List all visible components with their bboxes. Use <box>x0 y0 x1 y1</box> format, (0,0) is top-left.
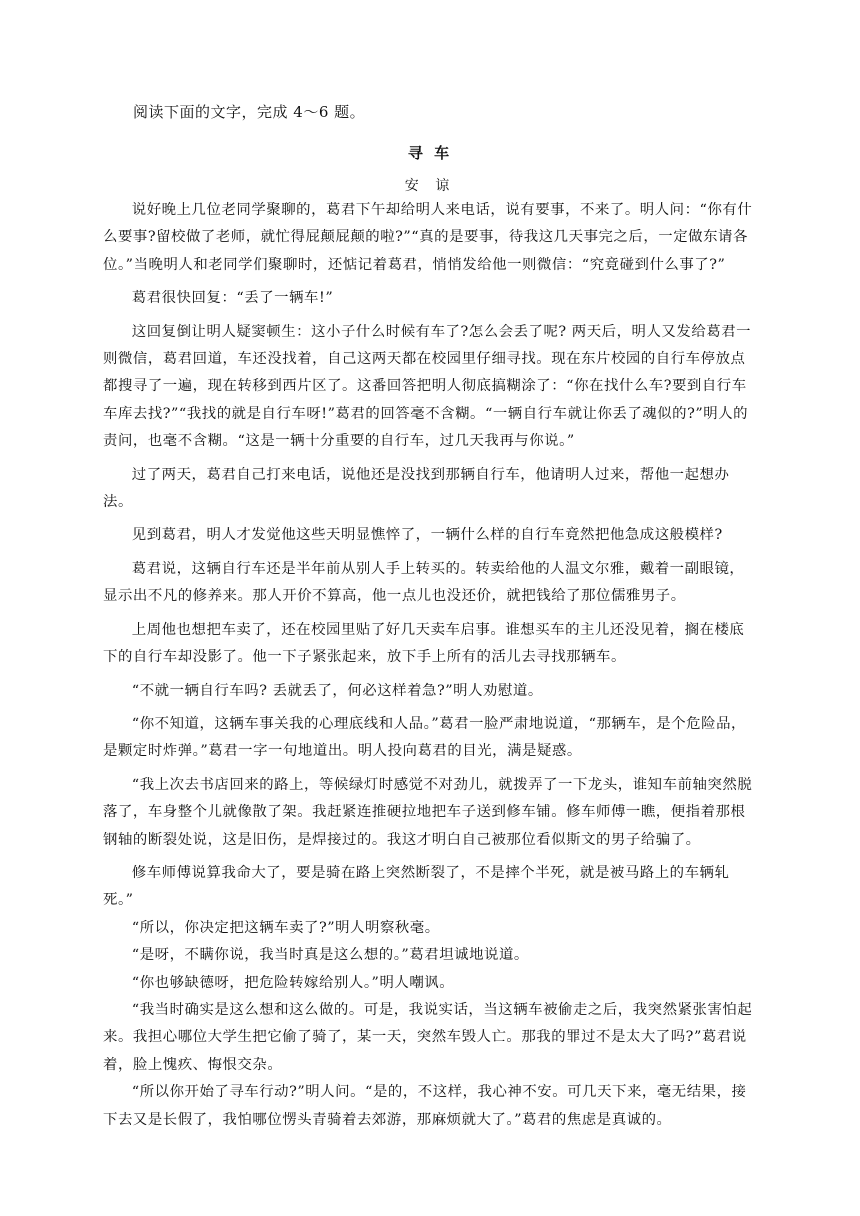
story-body <box>103 197 758 1134</box>
paragraph-16: “所以你开始了寻车行动?”明人问。“是的，不这样，我心神不安。可几天下来，毫无结果，接下去又是长假了，我怕哪位愣头青骑着去郊游，那麻烦就大了。”葛君的焦虑是真诚的。 <box>103 1084 747 1128</box>
paragraph-1: 说好晚上几位老同学聚聊的，葛君下午却给明人来电话，说有要事，不来了。明人问：“你有什么要事?留校做了老师，就忙得屁颠屁颠的啦?”“真的是要事，待我这几天事完之后，一定做东请各位。”当晚明人和老同学们聚聊时，还惦记着葛君，悄悄发给他一则微信：“究竟碰到什么事了?” <box>103 202 753 273</box>
paragraph-7: 上周他也想把车卖了，还在校园里贴了好几天卖车启事。谁想买车的主儿还没见着，搁在楼底下的自行车却没影了。他一下子紧张起来，放下手上所有的活儿去寻找那辆车。 <box>103 621 745 666</box>
paragraph-3: 这回复倒让明人疑窦顿生：这小子什么时候有车了?怎么会丢了呢? 两天后，明人又发给葛君一则微信，葛君回道，车还没找着，自己这两天都在校园里仔细寻找。现在东片校园的自行车停放点都搜寻了一遍，现在转移到西片区了。这番回答把明人彻底搞糊涂了：“你在找什么车?要到自行车车库去找?”“我找的就是自行车呀!”葛君的回答毫不含糊。“一辆自行车就让你丢了魂似的?”明人的责问，也毫不含糊。“这是一辆十分重要的自行车，过几天我再与你说。” <box>103 323 752 450</box>
paragraph-11: 修车师傅说算我命大了，要是骑在路上突然断裂了，不是摔个半死，就是被马路上的车辆轧死。” <box>103 864 730 909</box>
paragraph-14: “你也够缺德呀，把危险转嫁给别人。”明人嘲讽。 <box>131 974 455 991</box>
paragraph-13: “是呀，不瞒你说，我当时真是这么想的。”葛君坦诚地说道。 <box>131 947 529 964</box>
paragraph-4: 过了两天，葛君自己打来电话，说他还是没找到那辆自行车，他请明人过来，帮他一起想办法。 <box>103 466 730 511</box>
story-title: 寻 车 <box>407 144 453 162</box>
paragraph-8: “不就一辆自行车吗? 丢就丢了，何必这样着急?”明人劝慰道。 <box>131 682 543 699</box>
paragraph-12: “所以，你决定把这辆车卖了?”明人明察秋毫。 <box>131 919 440 936</box>
paragraph-6: 葛君说，这辆自行车还是半年前从别人手上转买的。转卖给他的人温文尔雅，戴着一副眼镜，显示出不凡的修养来。那人开价不算高，他一点儿也没还价，就把钱给了那位儒雅男子。 <box>103 560 745 605</box>
paragraph-5: 见到葛君，明人才发觉他这些天明显憔悴了，一辆什么样的自行车竟然把他急成这般模样? <box>131 527 723 544</box>
paragraph-9: “你不知道，这辆车事关我的心理底线和人品。”葛君一脸严肃地说道，“那辆车，是个危险品，是颗定时炸弹。”葛君一字一句地道出。明人投向葛君的目光，满是疑惑。 <box>103 715 746 760</box>
paragraph-10: “我上次去书店回来的路上，等候绿灯时感觉不对劲儿，就拨弄了一下龙头，谁知车前轴突然脱落了，车身整个儿就像散了架。我赶紧连推硬拉地把车子送到修车铺。修车师傅一瞧，便指着那根钢轴的断裂处说，这是旧伤，是焊接过的。我这才明白自己被那位看似斯文的男子给骗了。 <box>103 776 753 848</box>
paragraph-15: “我当时确实是这么想和这么做的。可是，我说实话，当这辆车被偷走之后，我突然紧张害怕起来。我担心哪位大学生把它偷了骑了，某一天，突然车毁人亡。那我的罪过不是太大了吗?”葛君说着，脸上愧疚、悔恨交杂。 <box>103 1001 753 1073</box>
paragraph-2: 葛君很快回复：“丢了一辆车!” <box>131 290 334 307</box>
story-author: 安 谅 <box>404 178 456 194</box>
reading-instruction: 阅读下面的文字，完成 4～6 题。 <box>133 103 366 121</box>
